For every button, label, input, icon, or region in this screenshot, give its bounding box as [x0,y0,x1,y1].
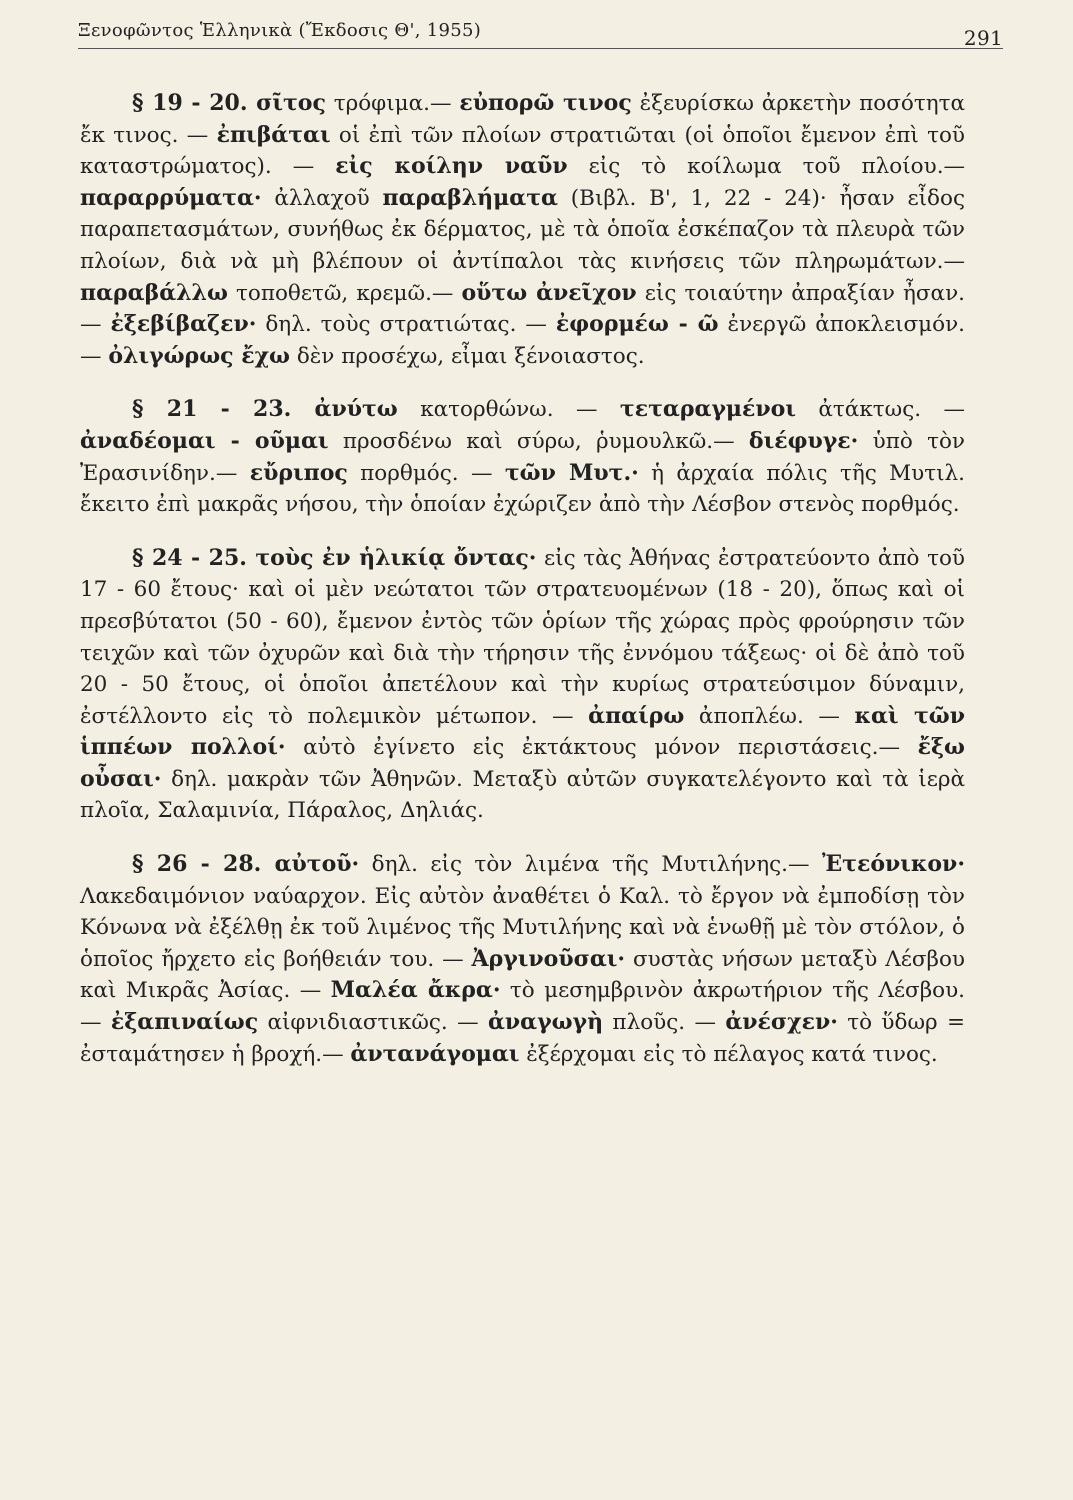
gloss-text: ἐξευρίσκω ἀρκετὴν ποσότητα ἔκ τινος. — [80,91,966,148]
headword: ἐφορμέω - ῶ [555,311,719,338]
headword: τεταραγμένοι [619,396,796,423]
commentary-paragraph-21-23 [80,394,965,520]
gloss-text: δηλ. μακρὰν τῶν Ἀθηνῶν. Μεταξὺ αὐτῶν συγκατελέγοντο καὶ τὰ ἱερὰ πλοῖα, Σαλαμινία, Πάραλος, Δηλιάς. [80,766,965,824]
headword: § 26 - 28. αὐτοῦ· [132,851,360,878]
gloss-text: προσδένω καὶ σύρω, ῥυμουλκῶ.— [328,428,749,454]
commentary-paragraph-19-20 [80,88,965,372]
gloss-text: οἱ ἐπὶ τῶν πλοίων στρατιῶται (οἱ ὁποῖοι ἔμενον ἐπὶ τοῦ καταστρώματος). — [80,122,965,180]
gloss-text: (Βιβλ. Β', 1, 22 - 24)· ἦσαν εἶδος παραπετασμάτων, συνήθως ἐκ δέρματος, μὲ τὰ ὁποῖα ἐσκέπαζον τὰ πλευρὰ τῶν πλοίων, διὰ νὰ μὴ βλέπουν οἱ ἀντίπαλοι τὰς κινήσεις τῶν πληρωμάτων.— [80,185,965,274]
headword: ἀνέσχεν· [725,1009,838,1036]
headword: ἐξαπιναίως [110,1009,259,1036]
headword: ἐπιβάται [216,121,331,148]
gloss-text: ἀποπλέω. — [684,703,855,729]
headword: καὶ τῶν ἱππέων πολλοί· [80,702,966,761]
gloss-text: ὑπὸ τὸν Ἐρασινίδην.— [80,428,965,486]
gloss-text: Λακεδαιμόνιον ναύαρχον. Εἰς αὐτὸν ἀναθέτει ὁ Καλ. τὸ ἔργον νὰ ἐμποδίσῃ τὸν Κόνωνα νὰ ἐξέλθῃ ἐκ τοῦ λιμένος τῆς Μυτιλήνης καὶ νὰ ἑνωθῇ μὲ τὸν στόλον, ὁ ὁποῖος ἤρχετο εἰς βοήθειάν του. — [80,883,965,972]
gloss-text: συστὰς νήσων μεταξὺ Λέσβου καὶ Μικρᾶς Ἀσίας. — [80,946,965,1004]
gloss-text: τὸ μεσημβρινὸν ἀκρωτήριον τῆς Λέσβου. — [80,978,965,1036]
gloss-text: δηλ. εἰς τὸν λιμένα τῆς Μυτιλήνης.— [359,852,822,878]
headword: § 19 - 20. σῖτος [132,90,326,116]
gloss-text: ἀτάκτως. — [795,397,965,423]
gloss-text: δὲν προσέχω, εἶμαι ξένοιαστος. [289,343,645,369]
gloss-text: τὸ ὕδωρ = ἐσταμάτησεν ἡ βροχή.— [80,1010,965,1067]
gloss-text: τρόφιμα.— [325,91,460,116]
headword: ὀλιγώρως ἔχω [108,342,290,369]
headword: οὕτω ἀνεῖχον [461,279,637,306]
gloss-text: κατορθώνω. — [397,397,620,423]
headword: εὐπορῶ τινος [459,90,632,116]
commentary-text [80,88,965,1092]
headword: Μαλέα ἄκρα· [330,977,501,1004]
headword: ἀπαίρω [588,702,685,729]
gloss-text: ἐξέρχομαι εἰς τὸ πέλαγος κατά τινος. [519,1041,938,1067]
headword: παραβάλλω [80,279,228,306]
headword: § 24 - 25. τοὺς ἐν ἡλικίᾳ ὄντας· [132,544,537,571]
headword: παραρρύματα· [80,184,262,211]
gloss-text: εἰς τὸ κοίλωμα τοῦ πλοίου.— [567,154,966,180]
headword: ἀναγωγὴ [487,1009,604,1036]
gloss-text: αἰφνιδιαστικῶς. — [258,1010,488,1036]
gloss-text: πλοῦς. — [603,1010,726,1036]
headword: Ἐτεόνικον· [821,851,965,878]
headword: τῶν Μυτ.· [504,459,639,486]
gloss-text: δηλ. τοὺς στρατιώτας. — [256,312,556,338]
running-header [78,14,1003,49]
headword: ἔξω οὖσαι· [80,734,965,792]
gloss-text: πορθμός. — [347,460,505,486]
headword: § 21 - 23. ἀνύτω [132,396,398,423]
gloss-text: αὐτὸ ἐγίνετο εἰς ἐκτάκτους μόνον περιστάσεις.— [285,735,918,761]
gloss-text: εἰς τοιαύτην ἀπραξίαν ἦσαν.— [80,280,965,338]
headword: ἀντανάγομαι [350,1040,520,1067]
book-title: Ξενοφῶντος Ἑλληνικὰ (Ἔκδοσις Θ', 1955) [78,20,482,41]
headword: Ἀργινοῦσαι· [471,945,626,972]
gloss-text: ἡ ἀρχαία πόλις τῆς Μυτιλ. ἔκειτο ἐπὶ μακρᾶς νήσου, τὴν ὁποίαν ἐχώριζεν ἀπὸ τὴν Λέσβον στενὸς πορθμός. [80,460,965,518]
page-number: 291 [963,26,1003,50]
headword: ἐξεβίβαζεν· [110,311,257,338]
gloss-text: ἀλλαχοῦ [261,185,383,211]
headword: διέφυγε· [748,427,859,454]
commentary-paragraph-26-28 [80,849,965,1070]
headword: εὔριπος [249,459,348,486]
commentary-paragraph-24-25 [80,543,965,827]
headword: εἰς κοίλην ναῦν [335,153,568,180]
gloss-text: τοποθετῶ, κρεμῶ.— [227,280,462,306]
gloss-text: εἰς τὰς Ἀθήνας ἐστρατεύοντο ἀπὸ τοῦ 17 - 60 ἔτους· καὶ οἱ μὲν νεώτατοι τῶν στρατευομένων (18 - 20), ὅπως καὶ οἱ πρεσβύτατοι (50 - 60), ἔμενον ἐντὸς τῶν ὁρίων τῆς χώρας πρὸς φρούρησιν τῶν τειχῶν καὶ τῶν ὀχυρῶν καὶ διὰ τὴν τήρησιν τῆς ἐννόμου τάξεως· οἱ δὲ ἀπὸ τοῦ 20 - 50 ἔτους, οἱ ὁποῖοι ἀπετέλουν καὶ τὴν κυρίως στρατεύσιμον δύναμιν, ἐστέλλοντο εἰς τὸ πολεμικὸν μέτωπον. — [80,545,965,729]
headword: παραβλήματα [382,184,558,211]
headword: ἀναδέομαι - οῦμαι [80,427,329,454]
gloss-text: ἐνεργῶ ἀποκλεισμόν.— [80,312,965,369]
